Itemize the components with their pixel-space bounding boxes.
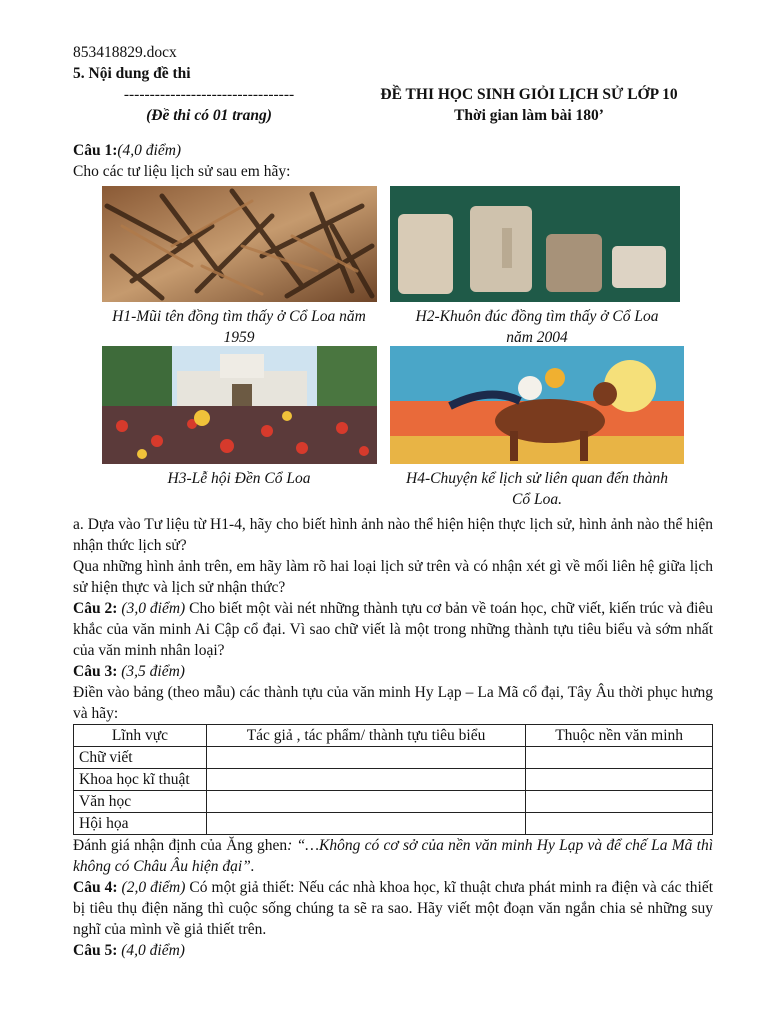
header-left <box>73 84 345 126</box>
figure-grid <box>73 182 713 514</box>
question-1-part-a: a. Dựa vào Tư liệu từ H1-4, hãy cho biết hình ảnh nào thể hiện hiện thực lịch sử, hình ảnh nào thể hiện nhận thức lịch sử? <box>73 516 713 554</box>
pages-note: (Đề thi có 01 trang) <box>146 107 272 124</box>
table-header-cell: Tác giả , tác phẩm/ thành tựu tiêu biểu <box>206 725 525 747</box>
question-2: Câu 2: (3,0 điểm) Cho biết một vài nét những thành tựu cơ bản về toán học, chữ viết, kiến trúc và điêu khắc của văn minh Ai Cập cổ đại. Vì sao chữ viết là một trong những thành tựu tiêu biểu và sớm nhất của văn minh nhân loại? <box>73 600 714 659</box>
table-cell: Chữ viết <box>74 747 207 769</box>
figure-h4-caption: H4-Chuyện kể lịch sử liên quan đến thành Cổ Loa. <box>406 470 668 508</box>
exam-title: ĐỀ THI HỌC SINH GIỎI LỊCH SỬ LỚP 10 <box>380 86 678 103</box>
table-cell[interactable] <box>526 769 713 791</box>
section-title: 5. Nội dung đề thi <box>73 65 191 82</box>
question-3-text: Điền vào bảng (theo mẫu) các thành tựu của văn minh Hy Lạp – La Mã cổ đại, Tây Âu thời phục hưng và hãy: <box>73 684 713 722</box>
table-cell[interactable] <box>206 791 525 813</box>
header-right <box>345 84 713 126</box>
question-4: Câu 4: (2,0 điểm) Có một giả thiết: Nếu các nhà khoa học, kĩ thuật chưa phát minh ra điện và các thiết bị tiêu thụ điện năng thì cuộc sống chúng ta sẽ ra sao. Hãy viết một đoạn văn ngắn chia sẻ những suy nghĩ của mình về giả thiết trên. <box>73 879 714 938</box>
achievements-table <box>73 724 713 835</box>
table-cell: Văn học <box>74 791 207 813</box>
table-header-cell: Lĩnh vực <box>74 725 207 747</box>
question-1-title: Câu 1:(4,0 điểm) <box>73 142 182 159</box>
table-cell[interactable] <box>206 747 525 769</box>
question-5-title: Câu 5: (4,0 điểm) <box>73 942 185 959</box>
table-cell[interactable] <box>526 813 713 835</box>
legend-illustration-image <box>390 346 684 464</box>
bronze-arrowheads-image <box>102 186 377 302</box>
table-cell[interactable] <box>526 747 713 769</box>
figure-h3-caption: H3-Lễ hội Đền Cổ Loa <box>167 470 311 487</box>
table-header-row <box>74 725 713 747</box>
table-header-cell: Thuộc nền văn minh <box>526 725 713 747</box>
table-cell: Hội họa <box>74 813 207 835</box>
bronze-molds-image <box>390 186 680 302</box>
co-loa-festival-image <box>102 346 377 464</box>
table-row <box>74 791 713 813</box>
header-dashes: --------------------------------- <box>123 86 295 103</box>
table-cell[interactable] <box>206 813 525 835</box>
table-row <box>74 813 713 835</box>
table-cell: Khoa học kĩ thuật <box>74 769 207 791</box>
table-row <box>74 769 713 791</box>
file-name: 853418829.docx <box>73 44 177 61</box>
document-page <box>73 42 713 961</box>
question-1-part-b: Qua những hình ảnh trên, em hãy làm rõ hai loại lịch sử trên và có nhận xét gì về mối liên hệ giữa lịch sử hiện thực và lịch sử nhận thức? <box>73 558 713 596</box>
figure-h2-caption: H2-Khuôn đúc đồng tìm thấy ở Cổ Loa năm 2004 <box>415 308 659 346</box>
table-row <box>74 747 713 769</box>
exam-time: Thời gian làm bài 180’ <box>454 107 604 124</box>
table-cell[interactable] <box>206 769 525 791</box>
exam-header <box>73 84 713 126</box>
question-1-intro: Cho các tư liệu lịch sử sau em hãy: <box>73 163 291 180</box>
question-3-title: Câu 3: (3,5 điểm) <box>73 663 185 680</box>
engels-quote: Đánh giá nhận định của Ăng ghen: “…Không có cơ sở của nền văn minh Hy Lạp và để chế La Mã thì không có Châu Âu hiện đại”. <box>73 837 714 875</box>
figure-h1-caption: H1-Mũi tên đồng tìm thấy ở Cổ Loa năm 1959 <box>112 308 366 346</box>
table-cell[interactable] <box>526 791 713 813</box>
